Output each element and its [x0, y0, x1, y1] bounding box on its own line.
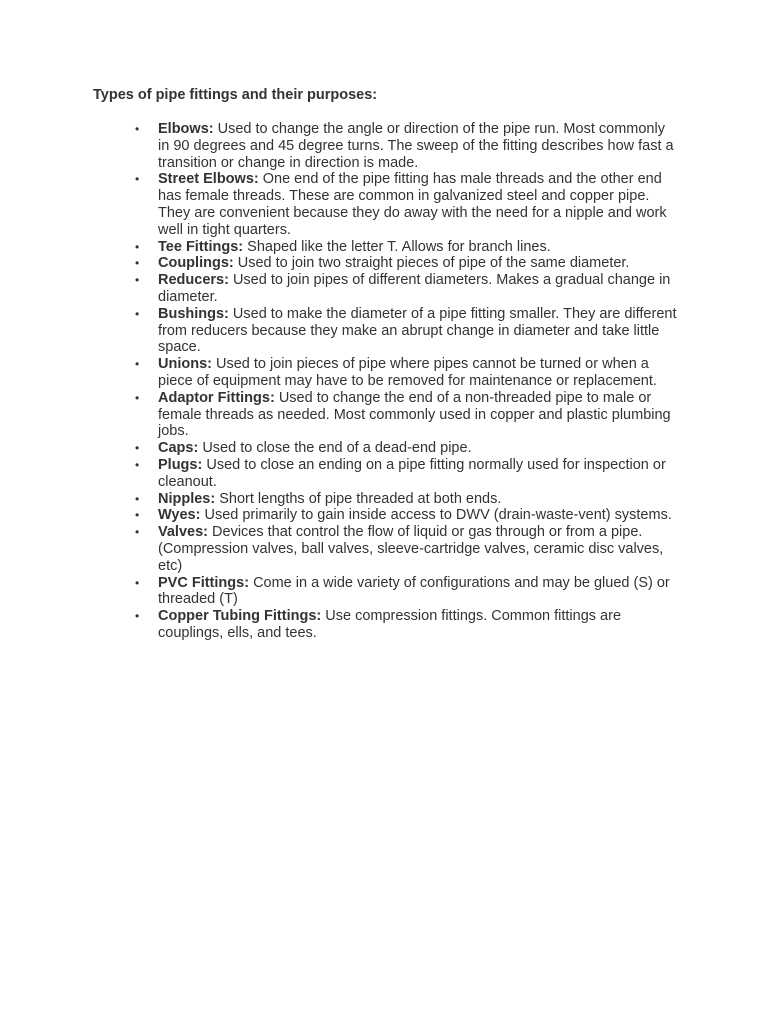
document-title: Types of pipe fittings and their purposes:: [93, 87, 378, 103]
item-description: Devices that control the flow of liquid or gas through or from a pipe. (Compression valves, ball valves, sleeve-cartridge valves, ceramic disc valves, etc): [158, 524, 664, 574]
item-term: Valves:: [158, 524, 208, 541]
item-description: Come in a wide variety of configurations and may be glued (S) or threaded (T): [158, 574, 670, 608]
item-term: Wyes:: [158, 507, 201, 524]
item-term: Street Elbows:: [158, 171, 259, 188]
item-description: Used to join two straight pieces of pipe of the same diameter.: [237, 255, 630, 272]
item-term: Elbows:: [158, 121, 214, 137]
bullet-icon: •: [135, 609, 140, 624]
bullet-icon: •: [135, 390, 140, 405]
bullet-icon: •: [135, 575, 140, 590]
item-description: Used to close the end of a dead-end pipe.: [202, 440, 472, 457]
item-term: Tee Fittings:: [158, 238, 244, 255]
list-item: [135, 356, 678, 390]
item-term: Caps:: [158, 440, 199, 457]
item-description: Used primarily to gain inside access to DWV (drain-waste-vent) systems.: [204, 507, 672, 524]
list-item: [135, 608, 678, 642]
list-item: [135, 255, 678, 272]
item-term: Nipples:: [158, 490, 216, 507]
list-item: [135, 272, 678, 306]
list-item: [135, 305, 678, 356]
bullet-icon: •: [135, 491, 140, 506]
item-description: One end of the pipe fitting has male threads and the other end has female threads. These are common in galvanized steel and copper pipe. They are convenient because they do away with the need for a nipple and work well in tight quarters.: [158, 171, 667, 238]
item-description: Used to join pipes of different diameters. Makes a gradual change in diameter.: [158, 272, 671, 305]
fittings-list: [135, 121, 678, 642]
bullet-icon: •: [135, 441, 140, 456]
item-description: Used to change the angle or direction of the pipe run. Most commonly in 90 degrees and 45 degree turns. The sweep of the fitting describes how fast a transition or change in direction is made.: [158, 121, 674, 171]
list-item: [135, 238, 678, 256]
item-term: Copper Tubing Fittings:: [158, 608, 322, 625]
list-item: [135, 456, 678, 491]
bullet-icon: •: [135, 508, 140, 523]
bullet-icon: •: [135, 256, 140, 271]
list-item: [135, 171, 678, 238]
list-item: [135, 121, 678, 171]
item-term: Couplings:: [158, 255, 234, 272]
bullet-icon: •: [135, 457, 140, 472]
item-description: Used to close an ending on a pipe fitting normally used for inspection or cleanout.: [158, 456, 666, 490]
item-description: Used to join pieces of pipe where pipes cannot be turned or when a piece of equipment may have to be removed for maintenance or replacement.: [158, 356, 657, 389]
item-term: Plugs:: [158, 456, 203, 473]
item-description: Use compression fittings. Common fittings are couplings, ells, and tees.: [158, 608, 622, 641]
item-term: Bushings:: [158, 305, 229, 322]
item-term: Reducers:: [158, 272, 229, 289]
bullet-icon: •: [135, 357, 140, 372]
list-item: [135, 490, 678, 508]
list-item: [135, 574, 678, 609]
list-item: [135, 440, 678, 457]
item-description: Used to make the diameter of a pipe fitting smaller. They are different from reducers because they make an abrupt change in diameter and take little space.: [158, 305, 677, 356]
item-description: Shaped like the letter T. Allows for branch lines.: [247, 238, 551, 255]
item-term: Unions:: [158, 356, 212, 373]
item-term: PVC Fittings:: [158, 574, 250, 591]
list-item: [135, 524, 678, 574]
bullet-icon: •: [135, 122, 140, 136]
item-description: Used to change the end of a non-threaded pipe to male or female threads as needed. Most commonly used in copper and plastic plumbing jobs.: [158, 389, 671, 440]
list-item: [135, 507, 678, 524]
bullet-icon: •: [135, 239, 140, 254]
item-description: Short lengths of pipe threaded at both ends.: [219, 490, 502, 507]
bullet-icon: •: [135, 172, 140, 187]
list-item: [135, 389, 678, 440]
bullet-icon: •: [135, 273, 140, 288]
item-term: Adaptor Fittings:: [158, 389, 275, 406]
bullet-icon: •: [135, 525, 140, 540]
bullet-icon: •: [135, 306, 140, 321]
